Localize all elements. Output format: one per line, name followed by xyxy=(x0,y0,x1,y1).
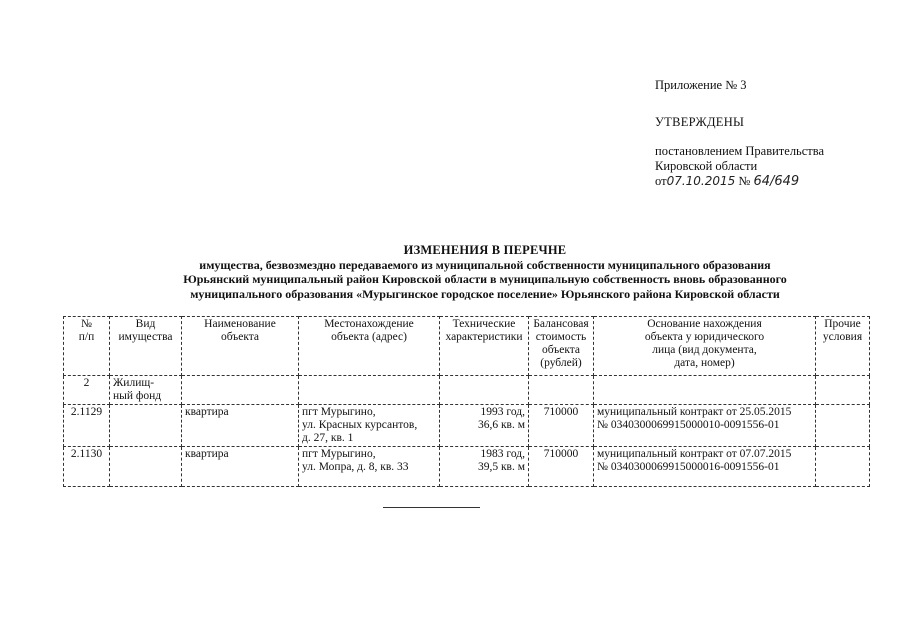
date-prefix: от xyxy=(655,174,667,188)
approval-date-line xyxy=(655,174,895,189)
end-divider xyxy=(383,507,480,508)
row-name: квартира xyxy=(182,405,299,447)
table-cell xyxy=(529,376,594,405)
property-table xyxy=(63,316,870,487)
header-balance-value: Балансовая стоимость объекта (рублей) xyxy=(529,317,594,376)
header-object-name: Наименование объекта xyxy=(182,317,299,376)
handwritten-number: 64/649 xyxy=(753,174,800,189)
approval-block xyxy=(655,78,895,189)
table-row xyxy=(64,447,870,487)
document-title-block xyxy=(120,243,850,301)
table-cell xyxy=(299,376,440,405)
row-address: пгт Мурыгино, ул. Мопра, д. 8, кв. 33 xyxy=(299,447,440,487)
approval-line-2: Кировской области xyxy=(655,159,758,173)
row-basis: муниципальный контракт от 25.05.2015 № 0340300069915000010-0091556-01 xyxy=(594,405,816,447)
group-type: Жилищ- ный фонд xyxy=(110,376,182,405)
table-cell xyxy=(182,376,299,405)
row-specs: 1983 год, 39,5 кв. м xyxy=(440,447,529,487)
table-group-row xyxy=(64,376,870,405)
row-type xyxy=(110,405,182,447)
row-address: пгт Мурыгино, ул. Красных курсантов, д. 27, кв. 1 xyxy=(299,405,440,447)
row-value: 710000 xyxy=(529,447,594,487)
table-cell xyxy=(816,376,870,405)
number-prefix: № xyxy=(738,174,751,188)
header-number: № п/п xyxy=(64,317,110,376)
handwritten-date: 07.10.2015 xyxy=(666,174,736,188)
row-name: квартира xyxy=(182,447,299,487)
header-property-type: Вид имущества xyxy=(110,317,182,376)
appendix-label: Приложение № 3 xyxy=(655,78,747,92)
header-other-conditions: Прочие условия xyxy=(816,317,870,376)
title-line-1: имущества, безвозмездно передаваемого из муниципальной собственности муниципального образования xyxy=(199,257,771,272)
title-line-3: муниципального образования «Мурыгинское городское поселение» Юрьянского района Кировской области xyxy=(190,286,780,301)
title-line-2: Юрьянский муниципальный район Кировской области в муниципальную собственность вновь образованного xyxy=(183,272,787,286)
table-cell xyxy=(594,376,816,405)
row-specs: 1993 год, 36,6 кв. м xyxy=(440,405,529,447)
row-number: 2.1129 xyxy=(64,405,110,447)
header-specs: Технические характеристики xyxy=(440,317,529,376)
table-row xyxy=(64,405,870,447)
table-header-row xyxy=(64,317,870,376)
group-number: 2 xyxy=(64,376,110,405)
row-type xyxy=(110,447,182,487)
header-address: Местонахождение объекта (адрес) xyxy=(299,317,440,376)
approval-line-1: постановлением Правительства xyxy=(655,144,825,158)
approved-heading: УТВЕРЖДЕНЫ xyxy=(655,115,745,129)
row-basis: муниципальный контракт от 07.07.2015 № 0340300069915000016-0091556-01 xyxy=(594,447,816,487)
table-cell xyxy=(440,376,529,405)
row-other xyxy=(816,405,870,447)
row-value: 710000 xyxy=(529,405,594,447)
document-title: ИЗМЕНЕНИЯ В ПЕРЕЧНЕ xyxy=(403,243,567,257)
header-basis: Основание нахождения объекта у юридического лица (вид документа, дата, номер) xyxy=(594,317,816,376)
row-number: 2.1130 xyxy=(64,447,110,487)
row-other xyxy=(816,447,870,487)
